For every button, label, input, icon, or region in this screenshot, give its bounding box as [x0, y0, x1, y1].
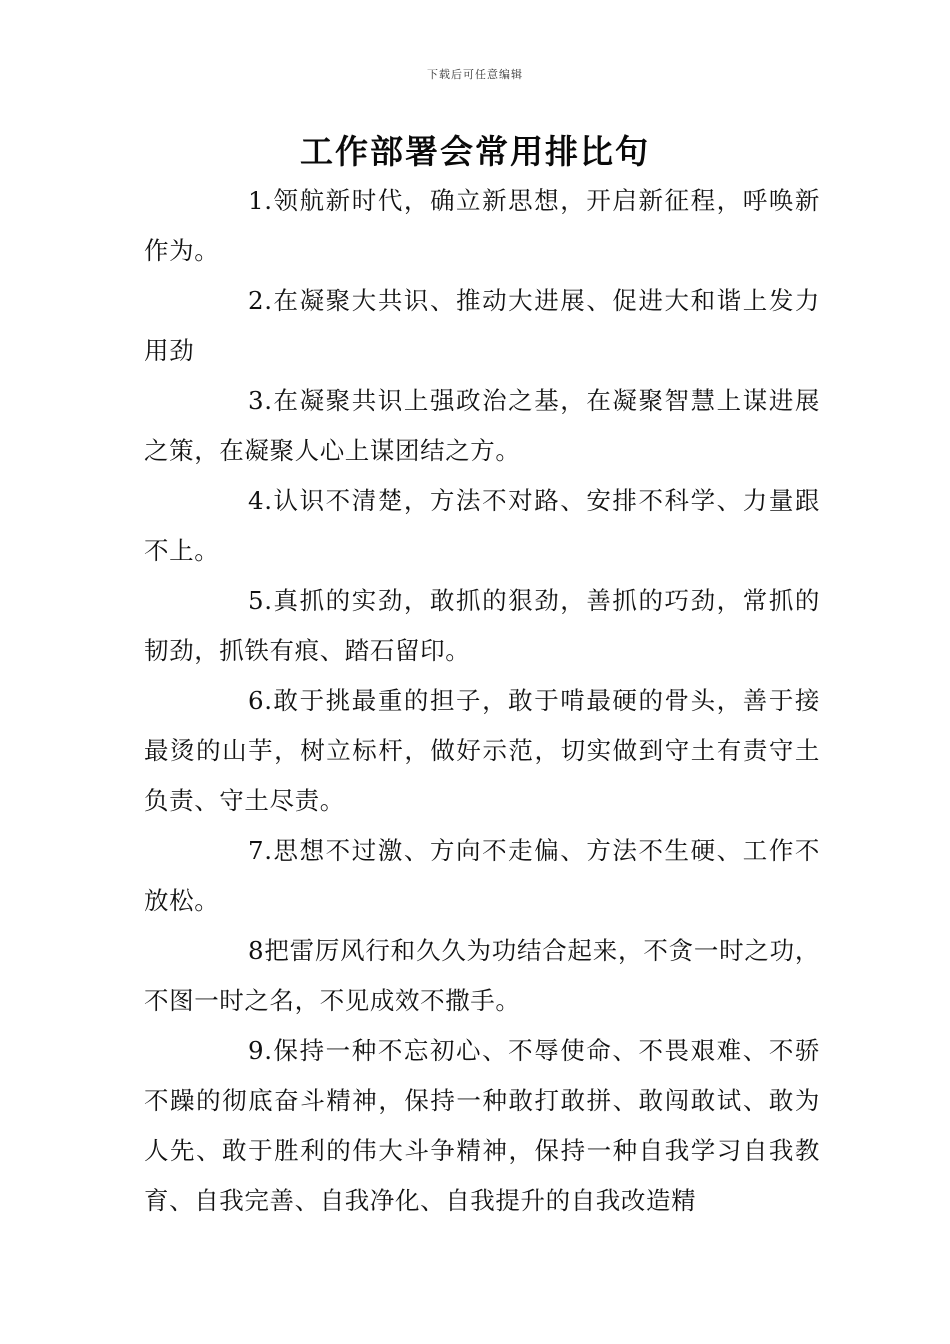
paragraph-number: 6.	[248, 686, 273, 715]
paragraph-4	[144, 476, 820, 576]
paragraph-6	[144, 676, 820, 826]
paragraph-1	[144, 176, 820, 276]
paragraph-7	[144, 826, 820, 926]
paragraph-text: 思想不过激、方向不走偏、方法不生硬、工作不放松。	[144, 836, 820, 915]
paragraph-number: 5.	[248, 586, 273, 615]
paragraph-number: 3.	[248, 386, 273, 415]
paragraph-number: 8	[248, 936, 265, 965]
paragraph-text: 在凝聚共识上强政治之基，在凝聚智慧上谋进展之策，在凝聚人心上谋团结之方。	[144, 386, 820, 465]
paragraph-9	[144, 1026, 820, 1226]
paragraph-text: 在凝聚大共识、推动大进展、促进大和谐上发力用劲	[144, 286, 820, 365]
page-title: 工作部署会常用排比句	[300, 132, 650, 171]
paragraph-text: 领航新时代，确立新思想，开启新征程，呼唤新作为。	[144, 186, 820, 265]
paragraph-text: 敢于挑最重的担子，敢于啃最硬的骨头，善于接最烫的山芋，树立标杆，做好示范，切实做到守土有责守土负责、守土尽责。	[144, 686, 820, 815]
paragraph-5	[144, 576, 820, 676]
header-note: 下载后可任意编辑	[427, 68, 523, 81]
document-body	[144, 176, 820, 1226]
paragraph-text: 保持一种不忘初心、不辱使命、不畏艰难、不骄不躁的彻底奋斗精神，保持一种敢打敢拼、敢闯敢试、敢为人先、敢于胜利的伟大斗争精神，保持一种自我学习自我教育、自我完善、自我净化、自我提升的自我改造精	[144, 1036, 820, 1215]
paragraph-number: 2.	[248, 286, 273, 315]
paragraph-text: 真抓的实劲，敢抓的狠劲，善抓的巧劲，常抓的韧劲，抓铁有痕、踏石留印。	[144, 586, 820, 665]
paragraph-number: 9.	[248, 1036, 273, 1065]
paragraph-text: 把雷厉风行和久久为功结合起来，不贪一时之功，不图一时之名，不见成效不撒手。	[144, 936, 820, 1015]
paragraph-text: 认识不清楚，方法不对路、安排不科学、力量跟不上。	[144, 486, 820, 565]
paragraph-number: 1.	[248, 186, 273, 215]
paragraph-number: 7.	[248, 836, 273, 865]
paragraph-3	[144, 376, 820, 476]
paragraph-number: 4.	[248, 486, 273, 515]
paragraph-2	[144, 276, 820, 376]
paragraph-8	[144, 926, 820, 1026]
